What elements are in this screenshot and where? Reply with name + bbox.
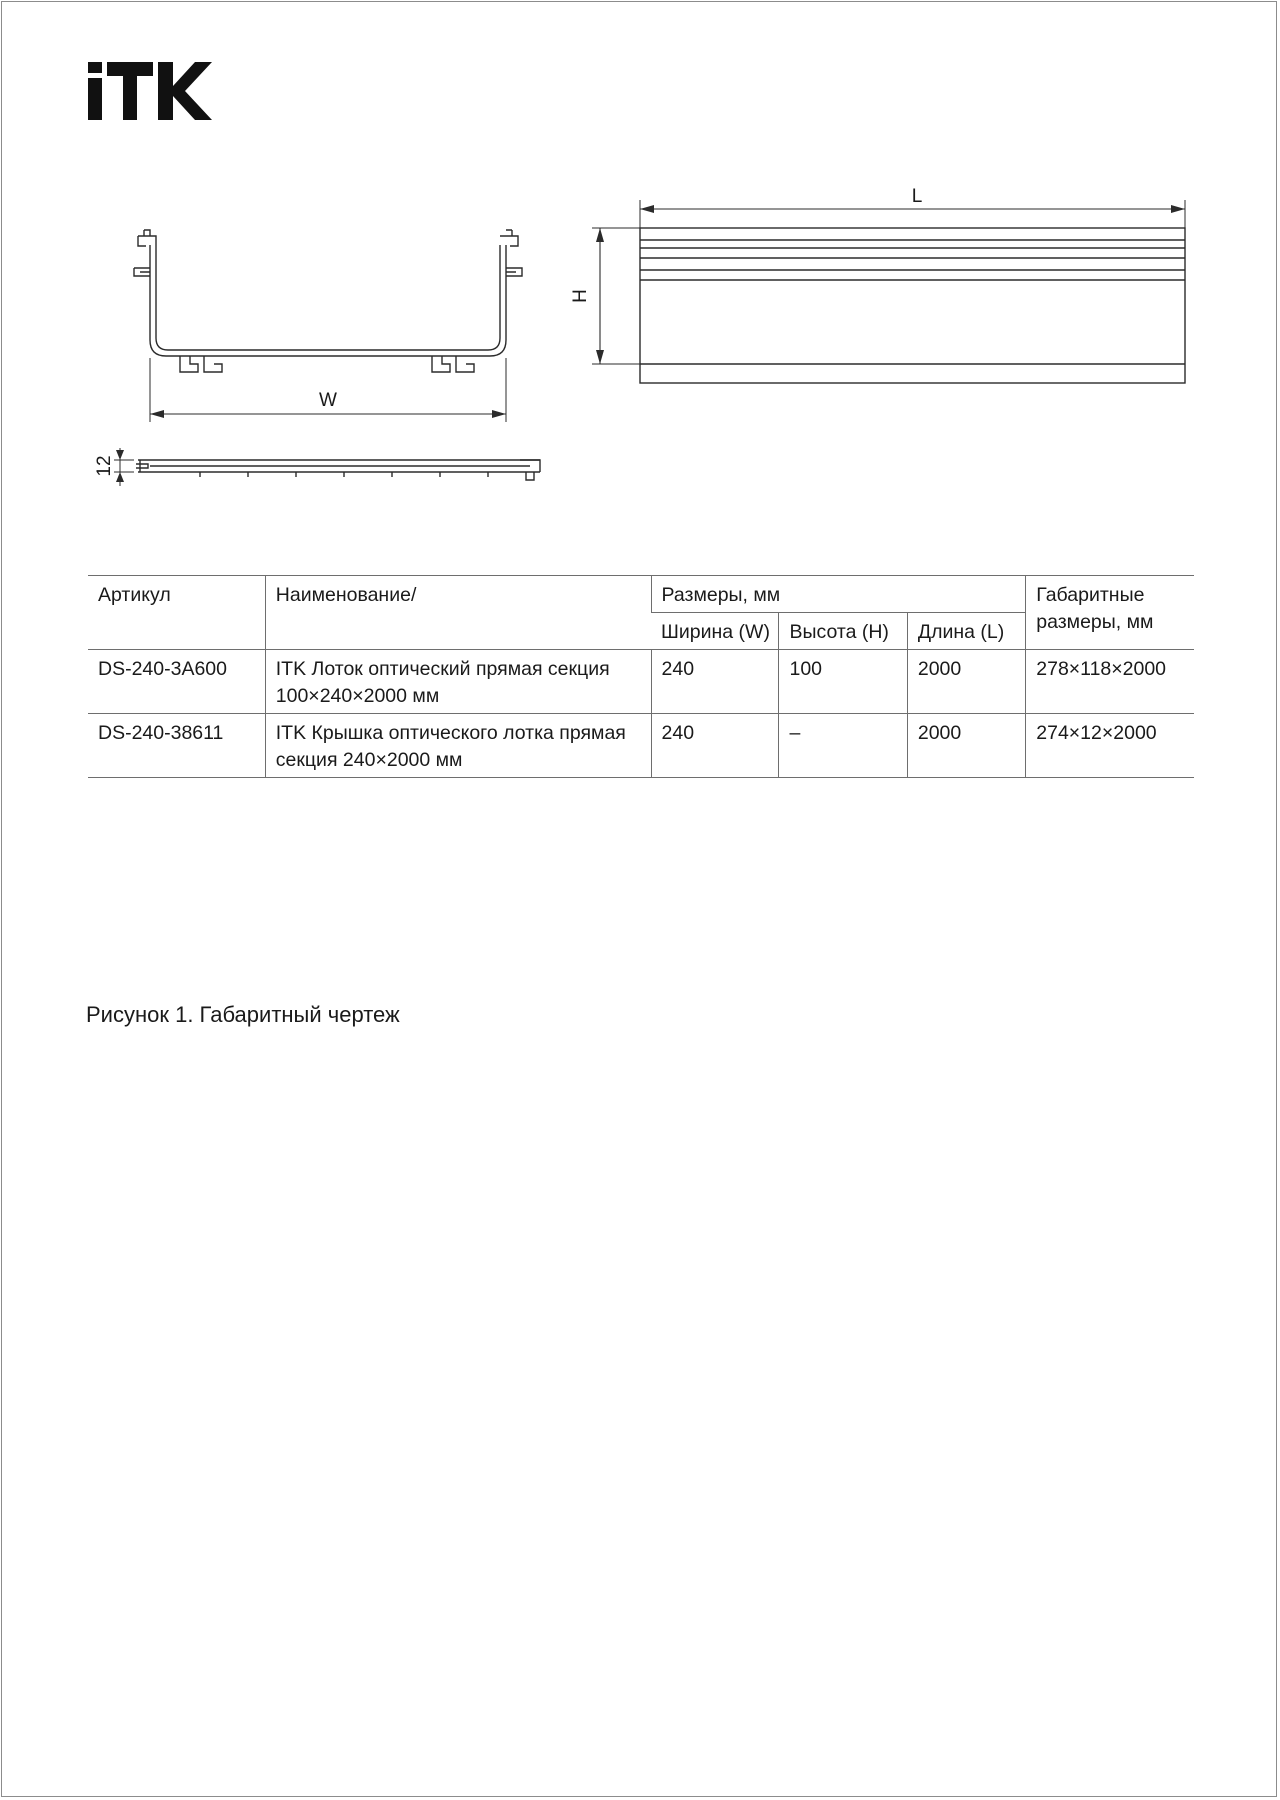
cell-height: – [779,714,907,778]
cell-name: ITK Крышка оптического лотка прямая секция 240×2000 мм [265,714,651,778]
cell-article: DS-240-3A600 [88,650,265,714]
cell-height: 100 [779,650,907,714]
dimension-drawing [0,0,1280,520]
table-row [88,714,1194,778]
header-sizes: Размеры, мм [651,576,1026,613]
cell-length: 2000 [907,650,1025,714]
width-dim-label: W [319,390,337,411]
cell-width: 240 [651,714,779,778]
height-dim-label: H [570,289,591,303]
cover-profile [114,448,540,486]
header-name: Наименование/ [265,576,651,650]
length-dim-label: L [911,186,923,207]
header-overall: Габаритные размеры, мм [1026,576,1194,650]
header-width: Ширина (W) [651,613,779,650]
header-height: Высота (H) [779,613,907,650]
cell-length: 2000 [907,714,1025,778]
table-header-row [88,576,1194,613]
cell-article: DS-240-38611 [88,714,265,778]
cell-overall: 274×12×2000 [1026,714,1194,778]
cell-width: 240 [651,650,779,714]
figure-caption: Рисунок 1. Габаритный чертеж [86,1002,400,1027]
header-length: Длина (L) [907,613,1025,650]
cell-name: ITK Лоток оптический прямая секция 100×240×2000 мм [265,650,651,714]
table-row [88,650,1194,714]
cell-overall: 278×118×2000 [1026,650,1194,714]
tray-side-view [592,200,1185,383]
spec-table [88,575,1194,778]
header-article: Артикул [88,576,265,650]
cover-thickness-dim-label: 12 [94,455,115,477]
